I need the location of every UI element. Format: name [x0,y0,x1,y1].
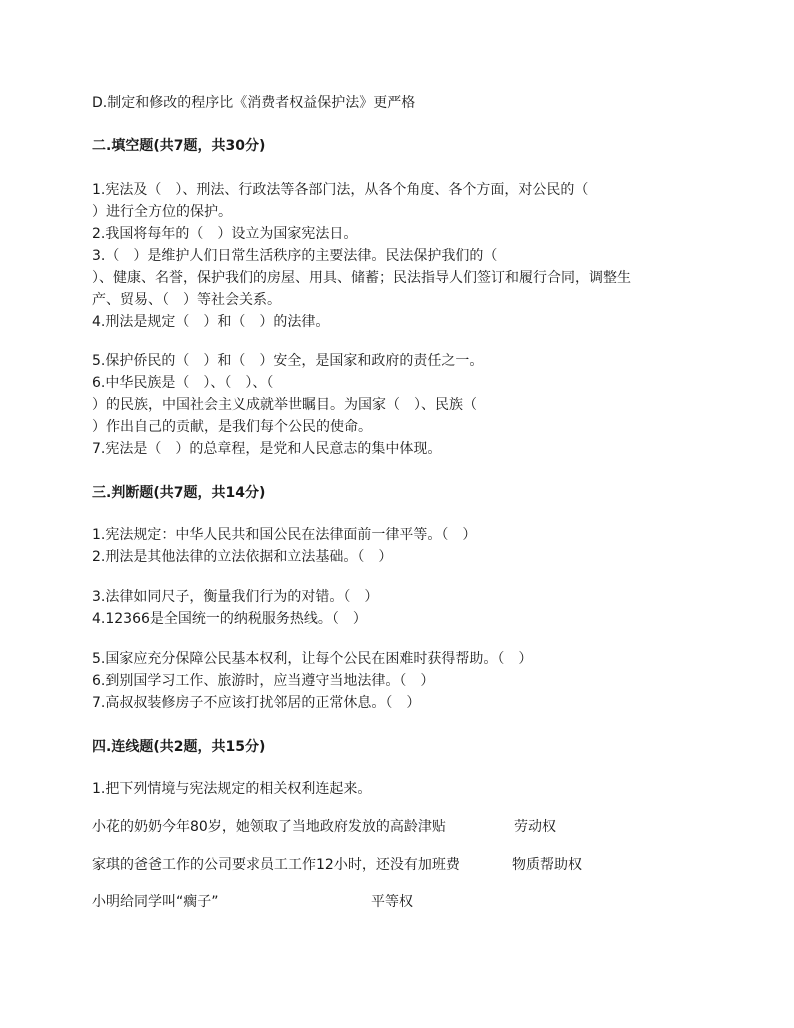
fill-blank-q3-line1: 3.（ ）是维护人们日常生活秩序的主要法律。民法保护我们的（ [92,248,498,264]
matching-situation-1: 小花的奶奶今年80岁，她领取了当地政府发放的高龄津贴 [92,819,446,835]
fill-blank-q3-line2: ）、健康、名誉，保护我们的房屋、用具、储蓄；民法指导人们签订和履行合同，调整生 [92,270,631,286]
fill-blank-q1-line2: ）进行全方位的保护。 [92,204,232,220]
fill-blank-q6-line2: ）的民族，中国社会主义成就举世瞩目。为国家（ ）、民族（ [92,397,477,413]
fill-blank-q6-line3: ）作出自己的贡献，是我们每个公民的使命。 [92,419,372,435]
true-false-q2: 2.刑法是其他法律的立法依据和立法基础。（ ） [92,549,393,565]
matching-right-3: 平等权 [371,894,413,910]
option-d-line: D.制定和修改的程序比《消费者权益保护法》更严格 [92,95,416,111]
fill-blank-q5: 5.保护侨民的（ ）和（ ）安全，是国家和政府的责任之一。 [92,353,484,369]
fill-blank-q2: 2.我国将每年的（ ）设立为国家宪法日。 [92,226,358,242]
fill-blank-q6-line1: 6.中华民族是（ ）、（ ）、（ [92,375,274,391]
section-heading-true-false: 三.判断题(共7题，共14分) [92,485,266,501]
true-false-q5: 5.国家应充分保障公民基本权利，让每个公民在困难时获得帮助。（ ） [92,651,533,667]
true-false-q7: 7.高叔叔装修房子不应该打扰邻居的正常休息。（ ） [92,695,421,711]
section-heading-matching: 四.连线题(共2题，共15分) [92,739,266,755]
fill-blank-q4: 4.刑法是规定（ ）和（ ）的法律。 [92,314,330,330]
fill-blank-q3-line3: 产、贸易、（ ）等社会关系。 [92,292,281,308]
matching-situation-2: 家琪的爸爸工作的公司要求员工工作12小时，还没有加班费 [92,857,460,873]
true-false-q4: 4.12366是全国统一的纳税服务热线。（ ） [92,611,367,627]
matching-right-1: 劳动权 [514,819,556,835]
matching-situation-3: 小明给同学叫“瘸子” [92,894,219,910]
section-heading-fill-blank: 二.填空题(共7题，共30分) [92,138,266,154]
matching-right-2: 物质帮助权 [512,857,582,873]
matching-q1-intro: 1.把下列情境与宪法规定的相关权利连起来。 [92,781,372,797]
true-false-q1: 1.宪法规定：中华人民共和国公民在法律面前一律平等。（ ） [92,527,477,543]
fill-blank-q7: 7.宪法是（ ）的总章程，是党和人民意志的集中体现。 [92,441,442,457]
true-false-q3: 3.法律如同尺子，衡量我们行为的对错。（ ） [92,589,379,605]
true-false-q6: 6.到别国学习工作、旅游时，应当遵守当地法律。（ ） [92,673,435,689]
fill-blank-q1-line1: 1.宪法及（ ）、刑法、行政法等各部门法，从各个角度、各个方面，对公民的（ [92,182,589,198]
